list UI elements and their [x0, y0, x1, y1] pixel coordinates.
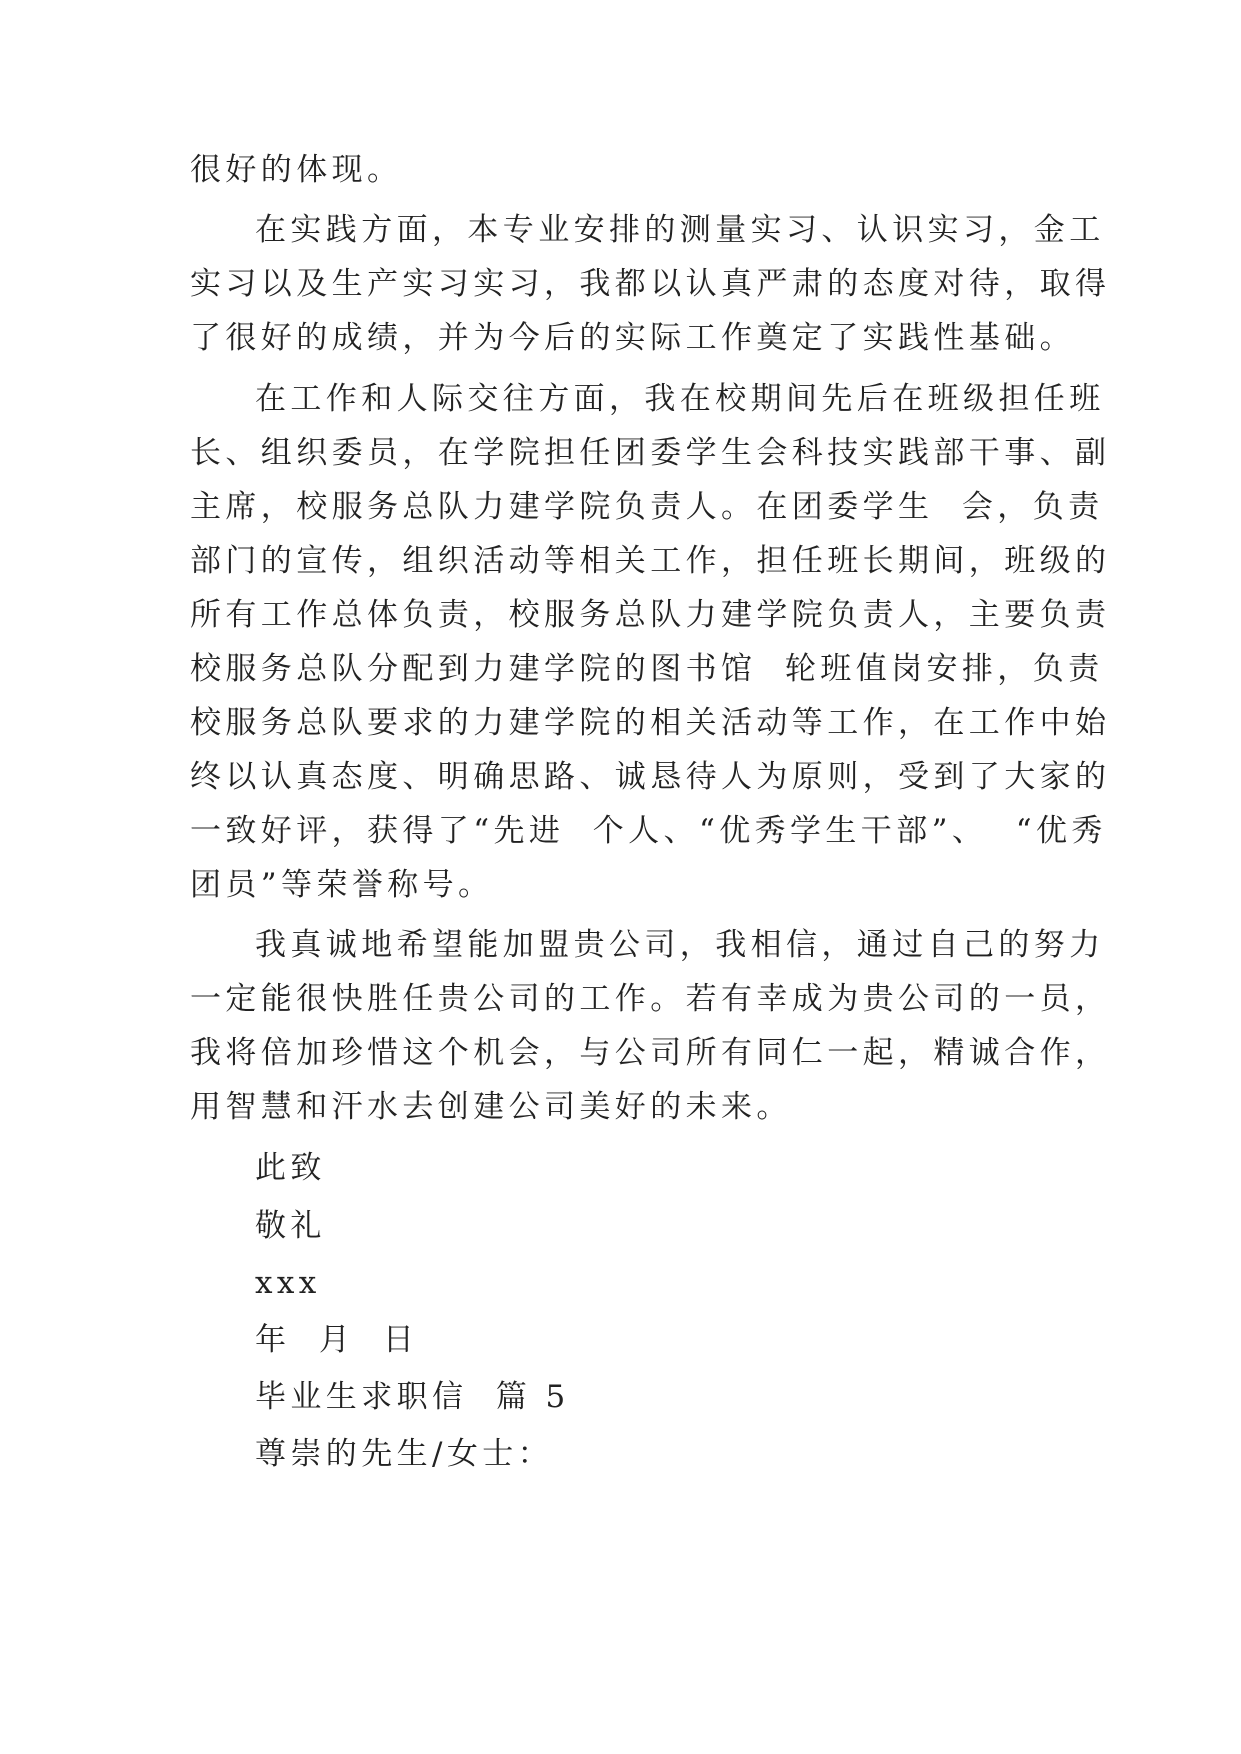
signature-line: xxx	[255, 1265, 321, 1301]
text-line: 我将倍加珍惜这个机会，与公司所有同仁一起，精诚合作，	[190, 1035, 1111, 1071]
text-line: 部门的宣传，组织活动等相关工作，担任班长期间，班级的	[190, 543, 1111, 579]
closing-line: 敬礼	[255, 1208, 326, 1244]
text-line: 团员”等荣誉称号。	[190, 867, 494, 903]
date-line: 年 月 日	[255, 1322, 419, 1358]
text-line: 终以认真态度、明确思路、诚恳待人为原则，受到了大家的	[190, 759, 1111, 795]
text-line: 实习以及生产实习实习，我都以认真严肃的态度对待，取得	[190, 266, 1111, 302]
salutation-line: 尊崇的先生/女士：	[255, 1436, 554, 1472]
text-line: 了很好的成绩，并为今后的实际工作奠定了实践性基础。	[190, 320, 1075, 356]
closing-line: 此致	[255, 1150, 326, 1186]
text-line: 校服务总队要求的力建学院的相关活动等工作，在工作中始	[190, 705, 1111, 741]
text-line: 一致好评，获得了“先进 个人、“优秀学生干部”、 “优秀	[190, 813, 1107, 849]
text-line: 在实践方面，本专业安排的测量实习、认识实习，金工	[255, 212, 1105, 248]
text-line: 我真诚地希望能加盟贵公司，我相信，通过自己的努力	[255, 927, 1105, 963]
text-line: 用智慧和汗水去创建公司美好的未来。	[190, 1089, 792, 1125]
text-line: 在工作和人际交往方面，我在校期间先后在班级担任班	[255, 381, 1105, 417]
text-line: 一定能很快胜任贵公司的工作。若有幸成为贵公司的一员，	[190, 981, 1111, 1017]
section-heading: 毕业生求职信 篇 5	[255, 1379, 570, 1415]
text-line: 校服务总队分配到力建学院的图书馆 轮班值岗安排，负责	[190, 651, 1104, 687]
text-line: 主席，校服务总队力建学院负责人。在团委学生 会，负责	[190, 489, 1104, 525]
text-line: 很好的体现。	[190, 152, 403, 188]
text-line: 长、组织委员，在学院担任团委学生会科技实践部干事、副	[190, 435, 1111, 471]
text-line: 所有工作总体负责，校服务总队力建学院负责人，主要负责	[190, 597, 1111, 633]
